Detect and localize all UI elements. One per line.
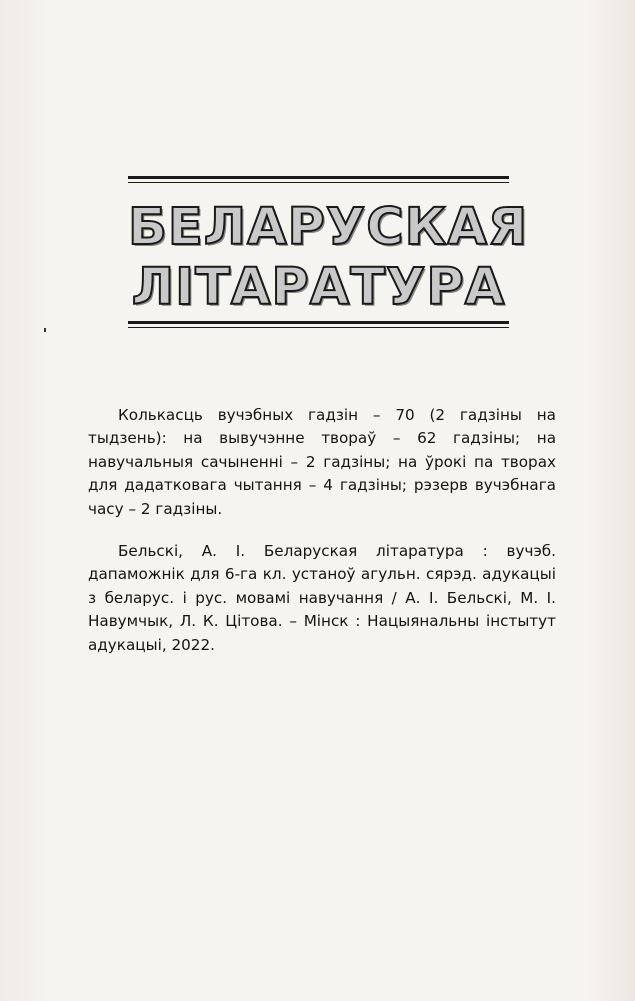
- study-hours-paragraph: Колькасць вучэбных гадзін – 70 (2 гадзіны на тыдзень): на вывучэнне твораў – 62 гадзіны; на навучальныя сачыненні – 2 гадзіны; на ўрокі па творах для дадатковага чытання – 4 гадзіны; рэзерв вучэбнага часу – 2 гадзіны.: [88, 406, 556, 518]
- margin-mark: [44, 328, 46, 332]
- title-rule-bottom-thin: [128, 327, 509, 328]
- bibliography-paragraph: Бельскі, А. І. Беларуская літаратура : вучэб. дапаможнік для 6-га кл. устаноў агульн. сярэд. адукацыі з беларус. і рус. мовамі навучання / А. І. Бельскі, М. І. Навумчык, Л. К. Цітова. – Мінск : Нацыянальны інстытут адукацыі, 2022.: [88, 542, 556, 654]
- title-line-2: ЛІТАРАТУРА: [131, 258, 506, 317]
- title-rule-top-thin: [128, 182, 509, 183]
- title-rule-top: [128, 176, 509, 179]
- title-line-1: БЕЛАРУСКАЯ: [128, 198, 529, 257]
- title-rule-bottom: [128, 321, 509, 324]
